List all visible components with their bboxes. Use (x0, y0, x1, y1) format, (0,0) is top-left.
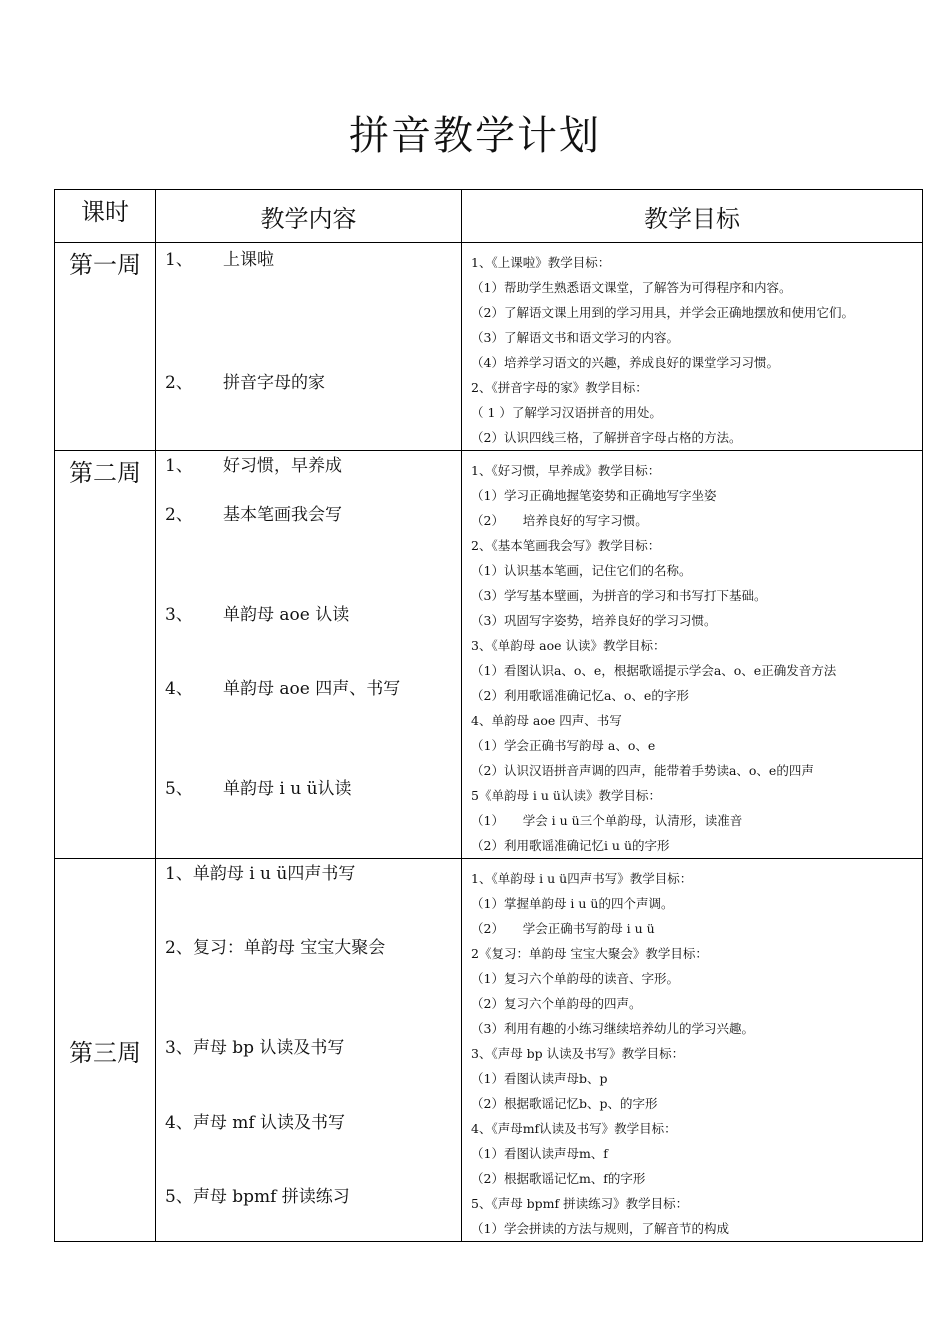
goal-line: （2）认识四线三格，了解拼音字母占格的方法。 (471, 430, 742, 445)
goal-line: （1） 学会 i u ü三个单韵母，认清形，读准音 (471, 813, 743, 828)
table-row (55, 243, 923, 451)
goal-line: （3）学写基本壁画，为拼音的学习和书写打下基础。 (471, 588, 767, 603)
goal-line: （4）培养学习语文的兴趣，养成良好的课堂学习习惯。 (471, 355, 779, 370)
content-item: 1、单韵母 i u ü四声书写 (165, 864, 356, 884)
content-item: 3、声母 bp 认读及书写 (165, 1038, 345, 1058)
goal-line: （2）了解语文课上用到的学习用具，并学会正确地摆放和使用它们。 (471, 305, 854, 320)
goal-line: 5《单韵母 i u ü认读》教学目标： (471, 788, 661, 803)
lesson-plan-table (54, 189, 923, 1242)
goal-line: （1）学会正确书写韵母 a、o、e (471, 738, 656, 753)
goal-line: （2）利用歌谣准确记忆a、o、e的字形 (471, 688, 689, 703)
goal-line: （1）掌握单韵母 i u ü的四个声调。 (471, 896, 674, 911)
content-cell (156, 451, 462, 859)
page-title: 拼音教学计划 (349, 113, 601, 159)
content-item: 4、 单韵母 aoe 四声、书写 (165, 679, 401, 699)
goal-line: （1）学会拼读的方法与规则，了解音节的构成 (471, 1221, 729, 1236)
content-item: 3、 单韵母 aoe 认读 (165, 605, 350, 625)
goal-line: 1、《单韵母 i u ü四声书写》教学目标： (471, 871, 693, 886)
header-content: 教学内容 (156, 190, 462, 243)
goal-line: （2）认识汉语拼音声调的四声，能带着手势读a、o、e的四声 (471, 763, 814, 778)
content-cell (156, 243, 462, 451)
goal-line: （2） 培养良好的写字习惯。 (471, 513, 648, 528)
goal-line: （3）巩固写字姿势，培养良好的学习习惯。 (471, 613, 717, 628)
table-row (55, 859, 923, 1242)
goal-line: （3）利用有趣的小练习继续培养幼儿的学习兴趣。 (471, 1021, 754, 1036)
goals-cell (462, 859, 923, 1242)
goal-line: 4、单韵母 aoe 四声、书写 (471, 713, 622, 728)
goal-line: （1）看图认读声母b、p (471, 1071, 608, 1086)
goal-line: 1、《上课啦》教学目标： (471, 255, 611, 270)
goal-line: （1）认识基本笔画，记住它们的名称。 (471, 563, 692, 578)
content-item: 4、声母 mf 认读及书写 (165, 1113, 346, 1133)
goal-line: 1、《好习惯，早养成》教学目标： (471, 463, 661, 478)
header-goals: 教学目标 (462, 190, 923, 243)
content-item: 1、 上课啦 (165, 250, 274, 270)
goal-line: （2）根据歌谣记忆m、f的字形 (471, 1171, 646, 1186)
goal-line: 5、《声母 bpmf 拼读练习》教学目标： (471, 1196, 689, 1211)
goal-line: 4、《声母mf认读及书写》教学目标： (471, 1121, 677, 1136)
content-item: 5、声母 bpmf 拼读练习 (165, 1187, 350, 1207)
content-item: 2、复习：单韵母 宝宝大聚会 (165, 938, 386, 958)
week-label: 第一周 (55, 243, 156, 451)
goal-line: （1）帮助学生熟悉语文课堂，了解答为可得程序和内容。 (471, 280, 792, 295)
goal-line: 3、《声母 bp 认读及书写》教学目标： (471, 1046, 685, 1061)
goal-line: 2《复习：单韵母 宝宝大聚会》教学目标： (471, 946, 708, 961)
header-lesson: 课时 (55, 190, 156, 243)
goal-line: （1）看图认读声母m、f (471, 1146, 608, 1161)
content-cell (156, 859, 462, 1242)
goals-cell (462, 451, 923, 859)
goals-cell (462, 243, 923, 451)
goal-line: （2）复习六个单韵母的四声。 (471, 996, 642, 1011)
goal-line: （1）复习六个单韵母的读音、字形。 (471, 971, 679, 986)
goal-line: （2） 学会正确书写韵母 i u ü (471, 921, 655, 936)
goal-line: （1）学习正确地握笔姿势和正确地写字坐姿 (471, 488, 717, 503)
week-label: 第三周 (55, 859, 156, 1242)
table-header-row (55, 190, 923, 243)
goal-line: （2）根据歌谣记忆b、p、的字形 (471, 1096, 658, 1111)
week-label: 第二周 (55, 451, 156, 859)
goal-line: 2、《拼音字母的家》教学目标： (471, 380, 648, 395)
goal-line: （3）了解语文书和语文学习的内容。 (471, 330, 679, 345)
content-item: 1、 好习惯，早养成 (165, 456, 342, 476)
content-item: 2、 拼音字母的家 (165, 373, 325, 393)
goal-line: （2）利用歌谣准确记忆i u ü的字形 (471, 838, 670, 853)
goal-line: 2、《基本笔画我会写》教学目标： (471, 538, 661, 553)
table-row (55, 451, 923, 859)
content-item: 5、 单韵母 i u ü认读 (165, 779, 352, 799)
goal-line: 3、《单韵母 aoe 认读》教学目标： (471, 638, 666, 653)
goal-line: （ 1 ）了解学习汉语拼音的用处。 (471, 405, 662, 420)
goal-line: （1）看图认识a、o、e，根据歌谣提示学会a、o、e正确发音方法 (471, 663, 837, 678)
content-item: 2、 基本笔画我会写 (165, 505, 342, 525)
